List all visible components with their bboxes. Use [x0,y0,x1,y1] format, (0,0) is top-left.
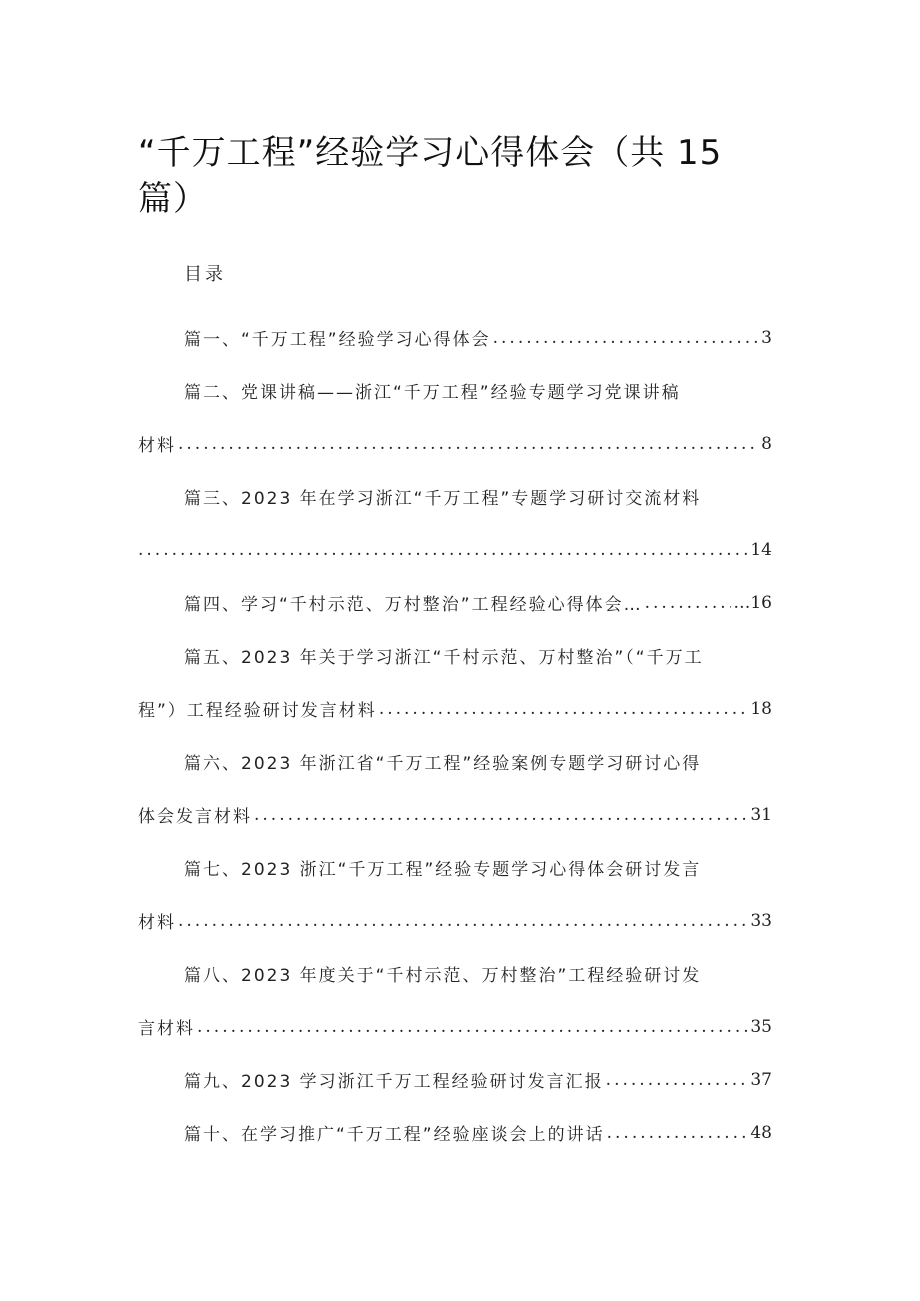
toc-leader-dots [197,1017,748,1037]
toc-leader-dots [645,593,732,613]
toc-page-number: 33 [750,910,772,931]
toc-page-number: 31 [750,804,772,825]
toc-page-number: 14 [750,539,772,560]
toc-leader-dots [178,911,748,931]
table-of-contents [138,311,778,1159]
toc-entry[interactable] [138,841,778,947]
toc-leader-dots [138,540,748,560]
toc-entry[interactable] [138,311,778,364]
document-title: “千万工程”经验学习心得体会（共 15 篇） [138,133,723,219]
toc-entry[interactable] [138,364,778,470]
toc-heading: 目录 [184,264,226,285]
toc-page-number: 18 [750,698,772,719]
toc-entry[interactable] [138,947,778,1053]
toc-page-number: 37 [750,1069,772,1090]
toc-entry-title: 篇十、在学习推广“千万工程”经验座谈会上的讲话 [184,1125,605,1145]
toc-entry[interactable] [138,576,778,629]
toc-entry-title: 篇三、2023 年在学习浙江“千万工程”专题学习研讨交流材料 [184,489,702,509]
toc-entry[interactable] [138,470,778,576]
toc-leader-dots [254,805,748,825]
toc-entry-title: 篇五、2023 年关于学习浙江“千村示范、万村整治”（“千万工 [184,648,704,668]
toc-entry[interactable] [138,735,778,841]
toc-entry-title: 篇四、学习“千村示范、万村整治”工程经验心得体会… [184,595,643,615]
toc-entry-title-continued: 程”）工程经验研讨发言材料 [138,701,377,721]
toc-leader-dots [606,1070,749,1090]
toc-entry-title: 篇二、党课讲稿——浙江“千万工程”经验专题学习党课讲稿 [184,383,681,403]
toc-page-number: …16 [733,592,772,613]
toc-page-number: 35 [750,1016,772,1037]
toc-entry[interactable] [138,1053,778,1106]
toc-entry-title: 篇一、“千万工程”经验学习心得体会 [184,330,491,350]
toc-leader-dots [607,1123,749,1143]
toc-entry-title-continued: 体会发言材料 [138,807,252,827]
toc-entry-title-continued: 材料 [138,436,176,456]
toc-entry[interactable] [138,629,778,735]
toc-page-number: 8 [761,433,772,454]
toc-page-number: 48 [750,1122,772,1143]
toc-entry-title-continued: 材料 [138,913,176,933]
toc-entry-title: 篇八、2023 年度关于“千村示范、万村整治”工程经验研讨发 [184,966,702,986]
toc-leader-dots [379,699,749,719]
toc-entry-title: 篇七、2023 浙江“千万工程”经验专题学习心得体会研讨发言 [184,860,702,880]
toc-page-number: 3 [761,327,772,348]
toc-entry-title: 篇六、2023 年浙江省“千万工程”经验案例专题学习研讨心得 [184,754,702,774]
toc-entry-title-continued: 言材料 [138,1019,195,1039]
toc-leader-dots [493,328,760,348]
toc-entry[interactable] [138,1106,778,1159]
toc-entry-title: 篇九、2023 学习浙江千万工程经验研讨发言汇报 [184,1072,604,1092]
toc-leader-dots [178,434,759,454]
